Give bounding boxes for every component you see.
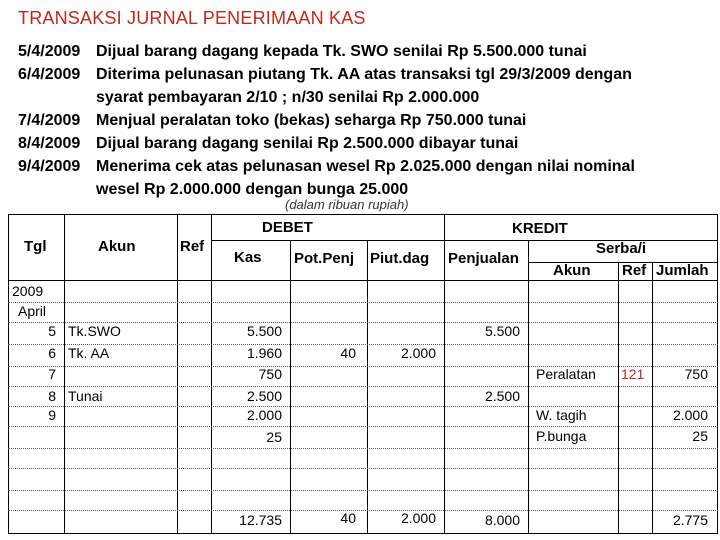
cell-akun: Tk. AA	[68, 345, 110, 361]
cell-piut-dag: 2.000	[400, 345, 436, 361]
header-sb-ref: Ref	[622, 262, 647, 279]
cell-day: 5	[48, 323, 56, 339]
header-debet: DEBET	[262, 219, 313, 236]
header-kredit: KREDIT	[512, 220, 568, 237]
total-piut-dag: 2.000	[400, 510, 436, 526]
total-sb-jumlah: 2.775	[672, 512, 708, 528]
row-guide	[8, 386, 718, 387]
row-guide	[8, 490, 718, 491]
cell-pot-penj: 40	[340, 345, 356, 361]
table-border-left	[8, 214, 9, 534]
cell-kas: 25	[266, 429, 282, 445]
cell-sb-jumlah: 2.000	[672, 407, 708, 423]
cell-day: 9	[48, 407, 56, 423]
header-akun: Akun	[98, 238, 136, 255]
row-guide	[8, 468, 718, 469]
transaction-text: Menerima cek atas pelunasan wesel Rp 2.025.000 dengan nilai nominal	[96, 158, 635, 175]
month-label: April	[18, 303, 47, 319]
page-title: TRANSAKSI JURNAL PENERIMAAN KAS	[18, 8, 366, 28]
transaction-date: 9/4/2009	[18, 158, 81, 175]
row-guide	[8, 366, 718, 367]
header-sb-jumlah: Jumlah	[656, 262, 709, 279]
table-border-bottom	[8, 533, 718, 534]
transaction-text: Menjual peralatan toko (bekas) seharga Rp 750.000 tunai	[96, 112, 527, 129]
transaction-text: Dijual barang dagang senilai Rp 2.500.000 dibayar tunai	[96, 135, 519, 152]
cell-kas: 750	[258, 366, 282, 382]
cell-day: 6	[48, 345, 56, 361]
cell-kas: 5.500	[246, 323, 282, 339]
row-guide	[8, 510, 718, 511]
row-guide	[8, 344, 718, 345]
total-kas: 12.735	[239, 512, 282, 528]
row-guide	[8, 448, 718, 449]
transaction-date: 5/4/2009	[18, 43, 81, 60]
header-tgl: Tgl	[24, 238, 47, 255]
header-penjualan: Penjualan	[448, 250, 519, 267]
header-pot-penj: Pot.Penj	[294, 250, 355, 267]
cell-kas: 2.500	[246, 388, 282, 404]
cell-sb-ref: 121	[621, 366, 645, 382]
total-pot-penj: 40	[340, 510, 356, 526]
col-line	[64, 214, 65, 534]
transaction-date: 6/4/2009	[18, 66, 81, 83]
col-line	[211, 214, 212, 534]
transaction-text-continued: syarat pembayaran 2/10 ; n/30 senilai Rp 2.000.000	[96, 89, 480, 106]
cell-penjualan: 5.500	[484, 323, 520, 339]
cell-akun: Tunai	[68, 388, 103, 404]
cell-sb-jumlah: 25	[692, 428, 708, 444]
cell-akun: Tk.SWO	[68, 323, 121, 339]
transaction-text: Diterima pelunasan piutang Tk. AA atas transaksi tgl 29/3/2009 dengan	[96, 66, 632, 83]
row-guide	[8, 406, 718, 407]
transaction-text-continued: wesel Rp 2.000.000 dengan bunga 25.000	[96, 181, 409, 198]
header-piut-dag: Piut.dag	[370, 250, 430, 267]
unit-note: (dalam ribuan rupiah)	[285, 197, 409, 212]
cell-sb-akun: Peralatan	[536, 366, 596, 382]
header-ref: Ref	[180, 238, 205, 255]
header-sb-akun: Akun	[553, 262, 591, 279]
header-kas: Kas	[234, 249, 262, 266]
col-line	[444, 214, 445, 534]
cell-sb-akun: P.bunga	[536, 428, 587, 444]
cell-sb-akun: W. tagih	[536, 407, 587, 423]
total-penjualan: 8.000	[484, 512, 520, 528]
table-border-top	[8, 214, 718, 215]
transaction-date: 7/4/2009	[18, 112, 81, 129]
header-line	[8, 280, 718, 281]
transaction-text: Dijual barang dagang kepada Tk. SWO senilai Rp 5.500.000 tunai	[96, 43, 587, 60]
col-line	[177, 214, 178, 534]
cell-day: 8	[48, 388, 56, 404]
cell-penjualan: 2.500	[484, 388, 520, 404]
cell-day: 7	[48, 366, 56, 382]
cell-kas: 2.000	[246, 407, 282, 423]
cell-kas: 1.960	[246, 345, 282, 361]
transaction-date: 8/4/2009	[18, 135, 81, 152]
row-guide	[8, 302, 718, 303]
year-label: 2009	[12, 283, 44, 299]
row-guide	[8, 426, 718, 427]
header-serba-i: Serba/i	[596, 240, 647, 257]
cell-sb-jumlah: 750	[684, 366, 708, 382]
